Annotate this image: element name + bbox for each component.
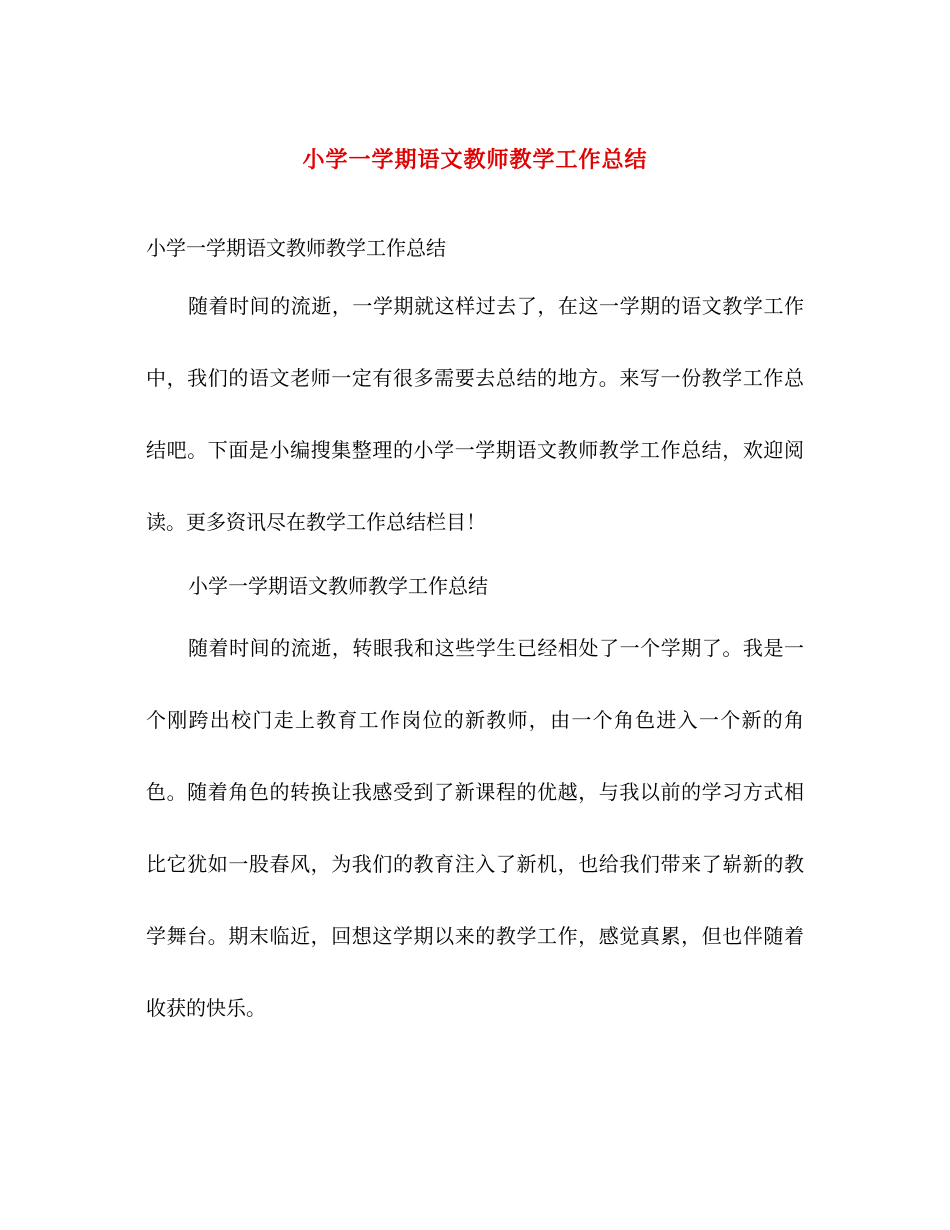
document-title: 小学一学期语文教师教学工作总结	[302, 147, 648, 173]
section-heading: 小学一学期语文教师教学工作总结	[188, 574, 488, 598]
paragraph-intro: 随着时间的流逝，一学期就这样过去了，在这一学期的语文教学工作中，我们的语文老师一定有很多需要去总结的地方。来写一份教学工作总结吧。下面是小编搜集整理的小学一学期语文教师教学工作总结，欢迎阅读。更多资讯尽在教学工作总结栏目！	[146, 294, 804, 534]
paragraph-body: 随着时间的流逝，转眼我和这些学生已经相处了一个学期了。我是一个刚跨出校门走上教育工作岗位的新教师，由一个角色进入一个新的角色。随着角色的转换让我感受到了新课程的优越，与我以前的学习方式相比它犹如一股春风，为我们的教育注入了新机，也给我们带来了崭新的教学舞台。期末临近，回想这学期以来的教学工作，感觉真累，但也伴随着收获的快乐。	[146, 636, 804, 1020]
document-subtitle: 小学一学期语文教师教学工作总结	[146, 236, 446, 260]
